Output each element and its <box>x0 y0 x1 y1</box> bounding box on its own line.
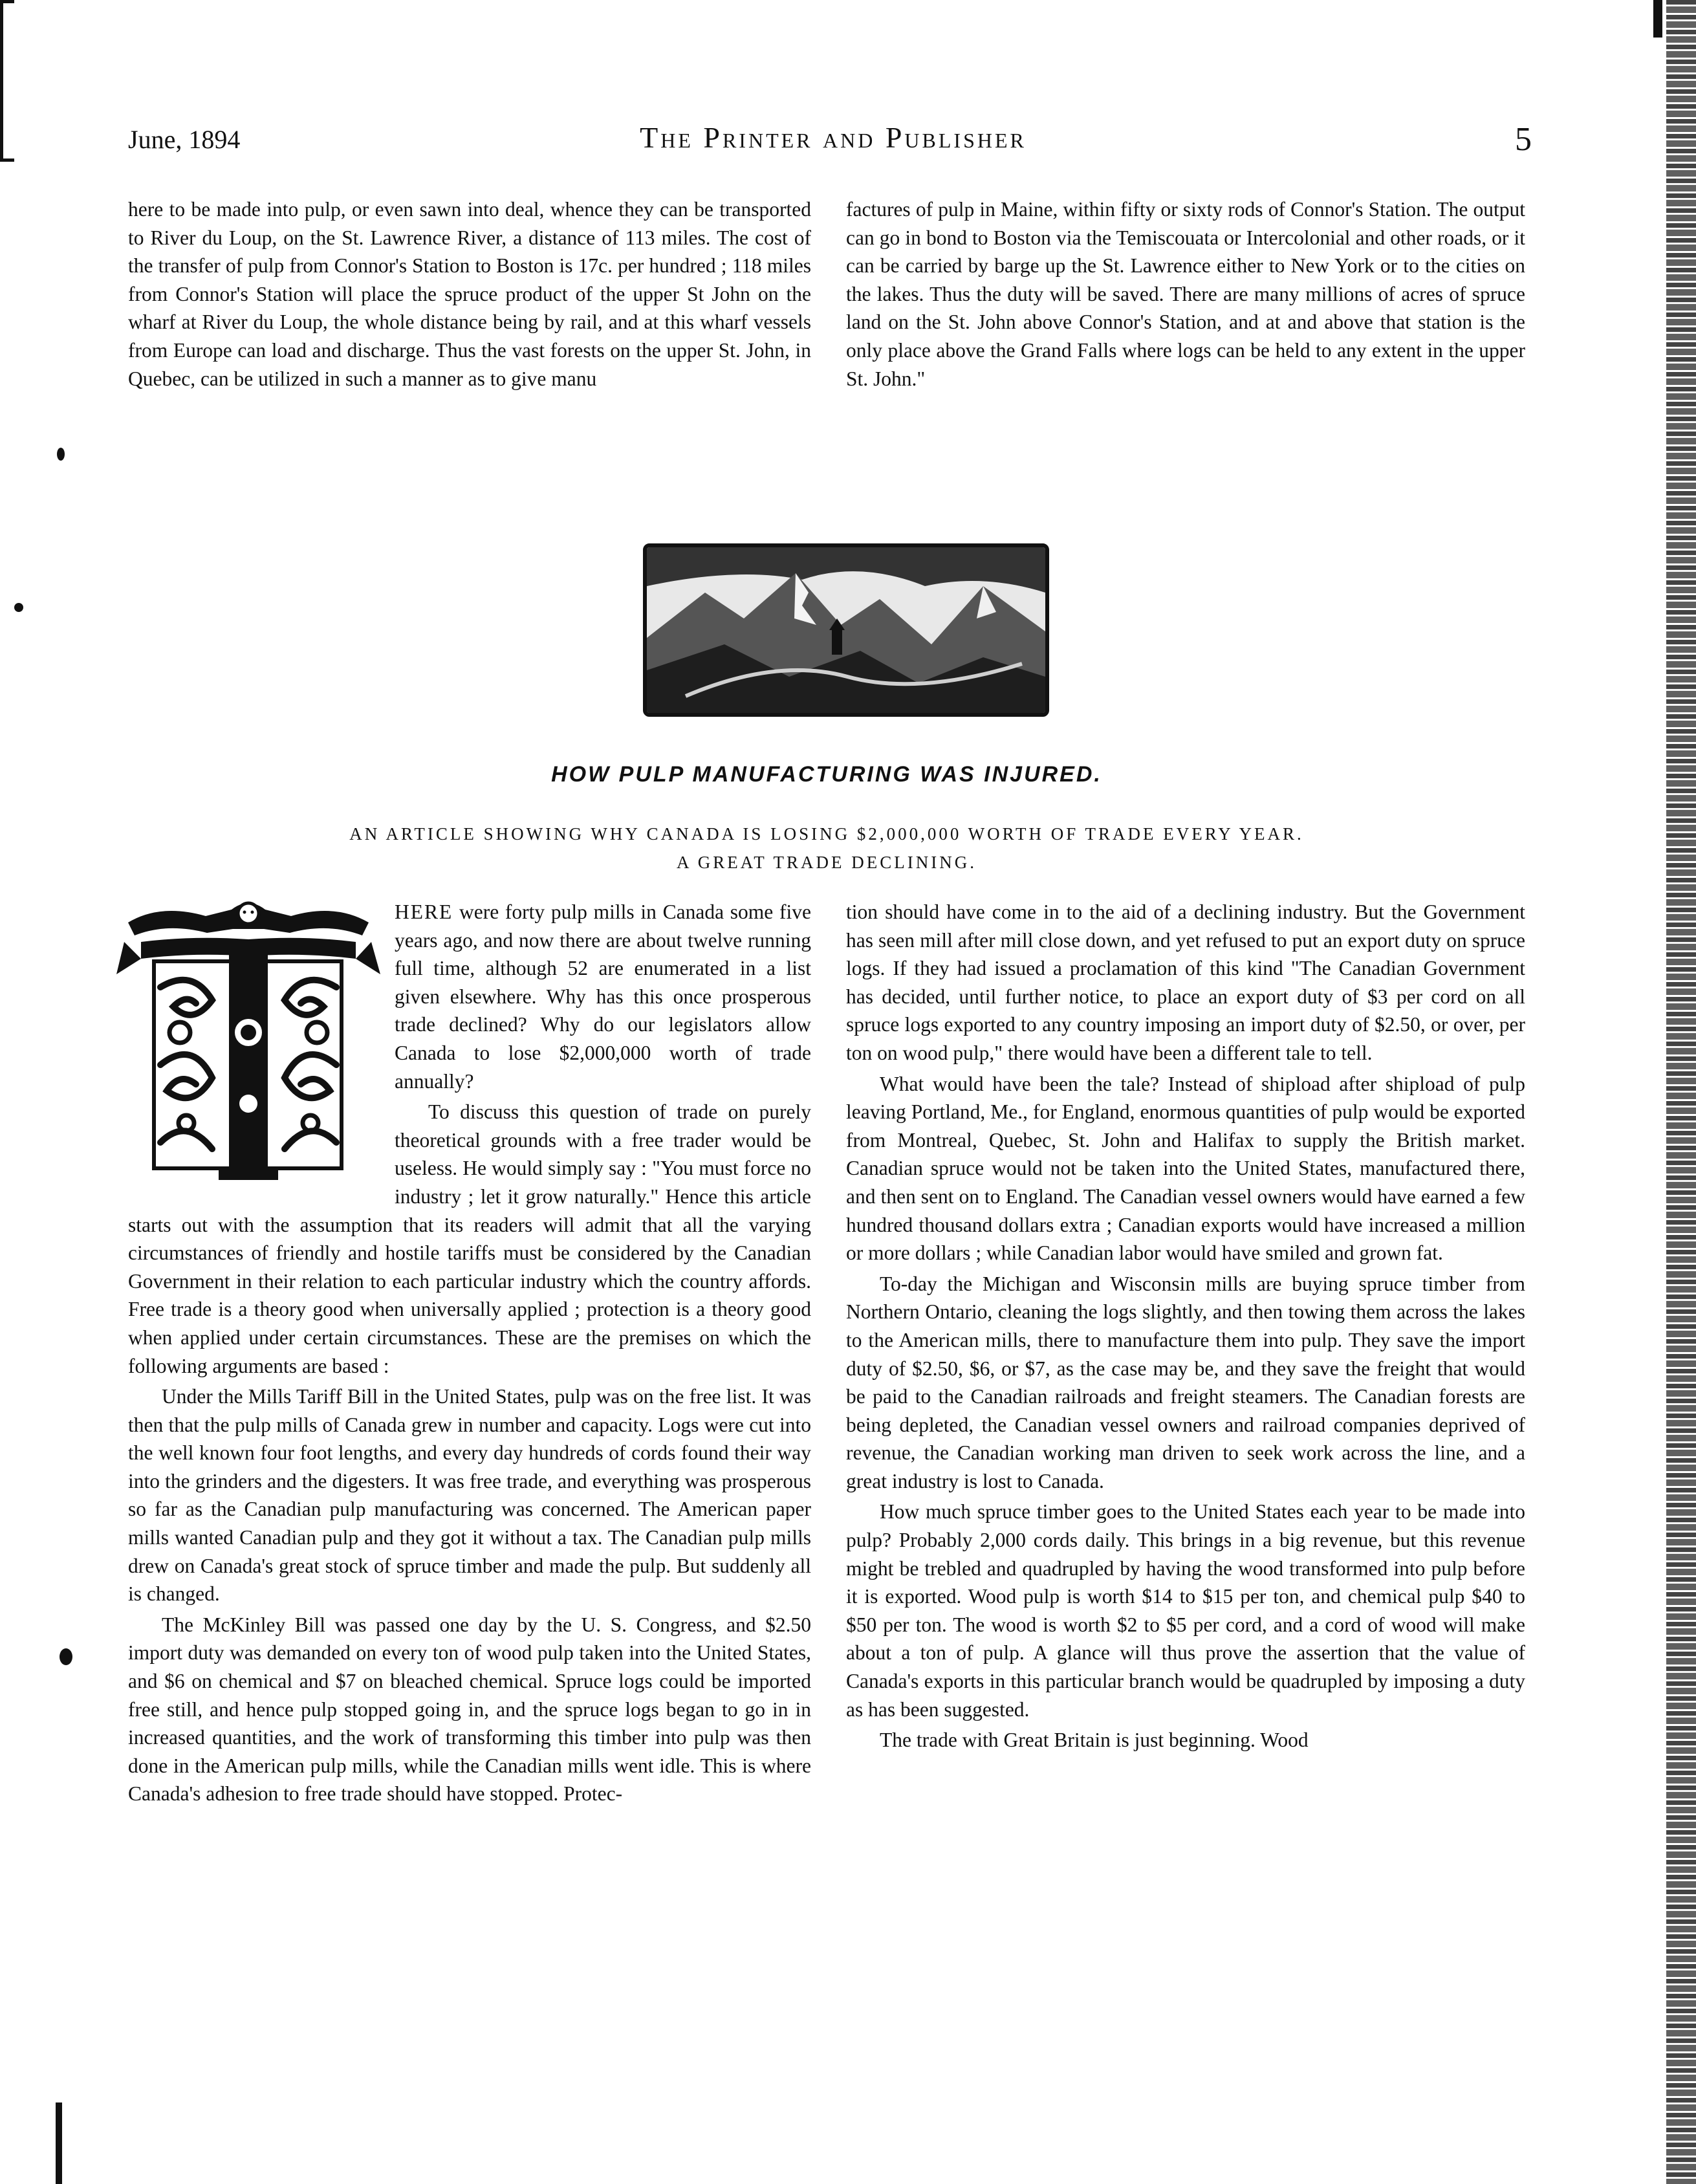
drop-cap-space <box>128 898 388 1210</box>
continued-text-right <box>846 195 1525 519</box>
page-header <box>128 120 1538 166</box>
article-subtitle-secondary: A GREAT TRADE DECLINING. <box>677 853 977 872</box>
paragraph: here to be made into pulp, or even sawn into deal, whence they can be transported to River du Loup, on the St. Lawrence River, a distance of 113 miles. The cost of the transfer of pulp from Connor's Station to Boston is 17c. per hundred ; 118 miles from Connor's Station will place the spruce product of the upper St John on the wharf at River du Loup, the whole distance being by rail, and at this wharf vessels from Europe can load and discharge. Thus the vast forests on the upper St. John, in Quebec, can be utilized in such a manner as to give manu <box>128 198 811 390</box>
paragraph: Under the Mills Tariff Bill in the United States, pulp was on the free list. It was then that the pulp mills of Canada grew in number and capacity. Logs were cut into the well known four foot lengths, and every day hundreds of cords found their way into the grinders and the digesters. It was free trade, and everything was prosperous so far as the Canadian pulp manufacturing was concerned. The American paper mills wanted Canadian pulp and they got it without a tax. The Canadian pulp mills drew on Canada's great stock of spruce timber and made the pulp. But suddenly all is changed. <box>128 1385 811 1606</box>
scan-edge-bracket <box>0 0 14 162</box>
scan-edge-mark <box>1653 0 1662 38</box>
scan-speck <box>14 603 23 612</box>
publication-title: The Printer and Publisher <box>640 121 1027 154</box>
paragraph: factures of pulp in Maine, within fifty or sixty rods of Connor's Station. The output can go in bond to Boston via the Temiscouata or Intercolonial and other roads, or it can be carried by barge up the St. Lawrence either to New York or to the cities on the lakes. Thus the duty will be saved. There are many millions of acres of spruce land on the St. John above Connor's Station, and at and above that station is the only place above the Grand Falls where logs can be held to any extent in the upper St. John." <box>846 198 1525 390</box>
mountain-landscape-icon <box>647 547 1045 713</box>
paragraph: The McKinley Bill was passed one day by the U. S. Congress, and $2.50 import duty was demanded on every ton of wood pulp taken into the United States, and $6 on chemical and $7 on bleached chemical. Spruce logs could be imported free still, and hence pulp stopped going in, and the spruce logs began to go in in increased quantities, and the work of transforming this timber into pulp was then done in the American pulp mills, while the Canadian mills went idle. This is where Canada's adhesion to free trade should have stopped. Protec- <box>128 1613 811 1806</box>
header-date: June, 1894 <box>128 125 241 154</box>
first-word: HERE <box>395 901 453 923</box>
page-number: 5 <box>1515 121 1532 158</box>
paragraph: How much spruce timber goes to the United States each year to be made into pulp? Probably 2,000 cords daily. This brings in a big revenue, but this revenue might be trebled and quadrupled by having the wood transformed into pulp before it is exported. Wood pulp is worth $14 to $15 per ton, and chemical pulp $40 to $50 per ton. The wood is worth $2 to $5 per cord, and a cord of wood will make about a ton of pulp. A glance will thus prove the assertion that the value of Canada's exports in this particular branch would be quadrupled by imposing a duty as has been suggested. <box>846 1500 1525 1721</box>
scan-speck <box>60 1648 72 1665</box>
article-column-right <box>846 898 1525 2095</box>
article-column-left <box>128 898 811 2095</box>
scan-edge-bracket-bottom <box>56 2102 62 2184</box>
continued-text-left <box>128 195 811 519</box>
paragraph: The trade with Great Britain is just beginning. Wood <box>880 1729 1309 1752</box>
article-title: HOW PULP MANUFACTURING WAS INJURED. <box>551 762 1102 787</box>
paragraph: tion should have come in to the aid of a declining industry. But the Government has seen mill after mill close down, and yet refused to put an export duty on spruce logs. If they had issued a proclamation of this kind "The Canadian Government has decided, until further notice, to place an export duty of $3 per cord on all spruce logs exported to any country imposing an import duty of $2.50, or over, per ton on wood pulp," there would have been a different tale to tell. <box>846 901 1525 1064</box>
paragraph-text: were forty pulp mills in Canada some five years ago, and now there are about twelve running full time, although 52 are enumerated in a list given elsewhere. Why has this once prosperous trade declined? Why do our legislators allow Canada to lose $2,000,000 worth of trade annually? <box>395 901 811 1093</box>
article-subtitle: AN ARTICLE SHOWING WHY CANADA IS LOSING $2,000,000 WORTH OF TRADE EVERY YEAR. <box>349 824 1304 844</box>
paragraph: To discuss this question of trade on purely theoretical grounds with a free trader would be useless. He would simply say : "You must force no industry ; let it grow naturally." Hence this article starts out with the assumption that its readers will admit that all the varying circumstances of friendly and hostile tariffs must be considered by the Canadian Government in their relation to each particular industry which the country affords. Free trade is a theory good when universally applied ; protection is a theory good when applied under certain circumstances. These are the premises on which the following arguments are based : <box>128 1100 811 1377</box>
paragraph: What would have been the tale? Instead of shipload after shipload of pulp leaving Portland, Me., for England, enormous quantities of pulp would be exported from Montreal, Quebec, St. John and Halifax to supply the British market. Canadian spruce would not be taken into the United States, manufactured there, and then sent on to England. The Canadian vessel owners would have earned a few hundred thousand dollars extra ; Canadian exports would have increased a million or more dollars ; while Canadian labor would have smiled and grown fat. <box>846 1072 1525 1265</box>
mountain-vignette-illustration <box>643 543 1049 717</box>
scan-speck <box>57 448 65 461</box>
scan-edge-right <box>1666 0 1696 2184</box>
paragraph: To-day the Michigan and Wisconsin mills are buying spruce timber from Northern Ontario, cleaning the logs slightly, and then towing them across the lakes to the American mills, there to manufacture them into pulp. They save the import duty of $2.50, $6, or $7, as the case may be, and they save the freight that would be paid to the Canadian railroads and freight steamers. The Canadian forests are being depleted, the Canadian vessel owners and railroad companies deprived of revenue, the Canadian working man driven to seek work across the line, and a great industry is lost to Canada. <box>846 1272 1525 1492</box>
